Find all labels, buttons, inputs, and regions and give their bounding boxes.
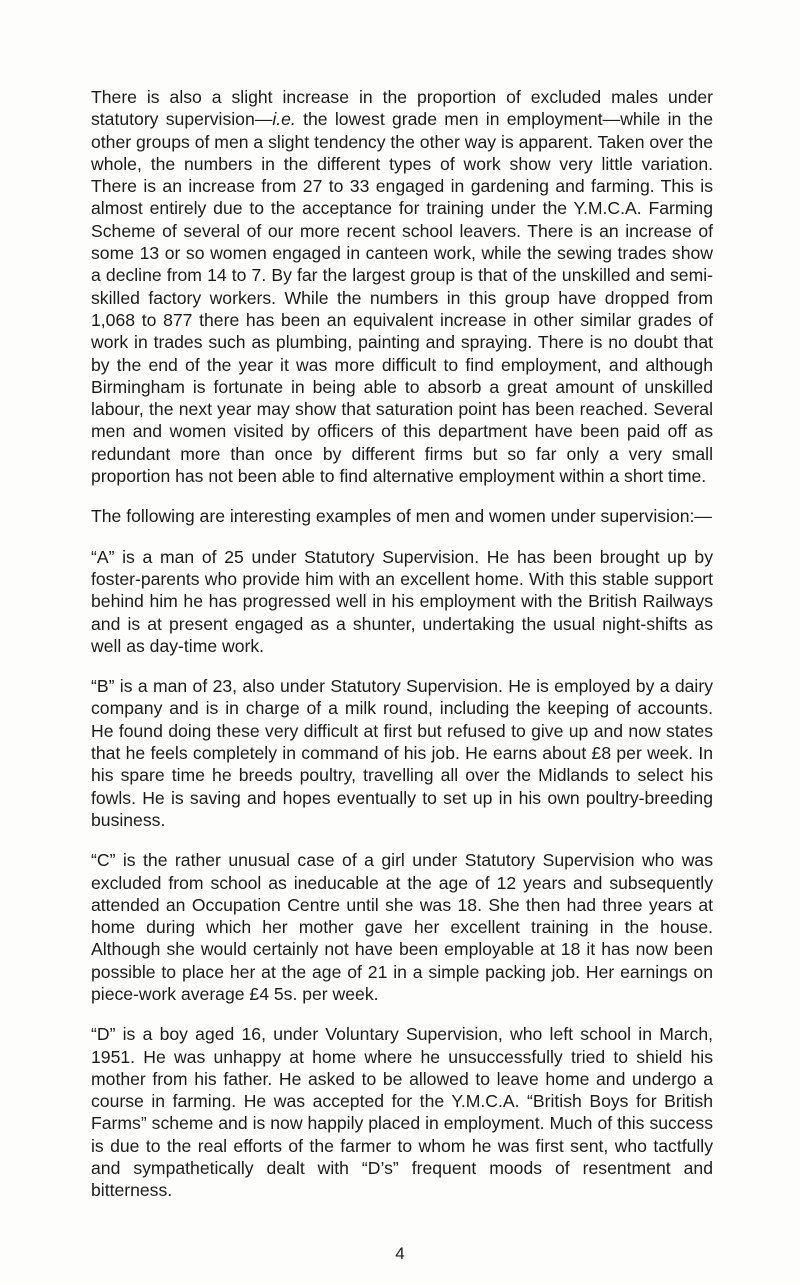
ie-abbreviation: i.e.: [272, 109, 296, 130]
paragraph-case-a: “A” is a man of 25 under Statutory Supervision. He has been brought up by foster-parents who provide him with an excellent home. With this stable support behind him he has progressed well in his employment with the British Railways and is at present engaged as a shunter, undertaking the usual night-shifts as well as day-time work.: [91, 546, 713, 656]
paragraph-case-c: “C” is the rather unusual case of a girl under Statutory Supervision who was excluded from school as ineducable at the age of 12 years and subsequently attended an Occupation Centre until she was 18. She then had three years at home during which her mother gave her excellent training in the house. Although she would certainly not have been employable at 18 it has now been possible to place her at the age of 21 in a simple packing job. Her earnings on piece-work average £4 5s. per week.: [91, 850, 713, 1004]
paragraph-case-d: “D” is a boy aged 16, under Voluntary Supervision, who left school in March, 1951. He was unhappy at home where he unsuccessfully tried to shield his mother from his father. He asked to be allowed to leave home and undergo a course in farming. He was accepted for the Y.M.C.A. “British Boys for British Farms” scheme and is now happily placed in employment. Much of this success is due to the real efforts of the farmer to whom he was first sent, who tactfully and sympathetically dealt with “D’s” frequent moods of resentment and bitterness.: [91, 1024, 713, 1201]
paragraph-excluded-males: [91, 86, 713, 487]
body-text: [91, 86, 713, 1220]
paragraph-excluded-males-rest: the lowest grade men in employment—while in the other groups of men a slight tendency the other way is apparent. Taken over the whole, the numbers in the different types of work show very little variation. There is an increase from 27 to 33 engaged in gardening and farming. This is almost entirely due to the acceptance for training under the Y.M.C.A. Farming Scheme of several of our more recent school leavers. There is an increase of some 13 or so women engaged in canteen work, while the sewing trades show a decline from 14 to 7. By far the largest group is that of the unskilled and semi-skilled factory workers. While the numbers in this group have dropped from 1,068 to 877 there has been an equivalent increase in other similar grades of work in trades such as plumbing, painting and spraying. There is no doubt that by the end of the year it was more difficult to find employment, and although Birmingham is fortunate in being able to absorb a great amount of unskilled labour, the next year may show that saturation point has been reached. Several men and women visited by officers of this department have been paid off as redundant more than once by different firms but so far only a very small proportion has not been able to find alternative employment within a short time.: [91, 109, 713, 487]
paragraph-excluded-males-start: There is also a slight increase in the proportion of excluded males under statutory supervision—: [91, 87, 713, 130]
page-number: 4: [395, 1244, 405, 1263]
paragraph-case-b: “B” is a man of 23, also under Statutory Supervision. He is employed by a dairy company and is in charge of a milk round, including the keeping of accounts. He found doing these very difficult at first but refused to give up and now states that he feels completely in command of his job. He earns about £8 per week. In his spare time he breeds poultry, travelling all over the Midlands to select his fowls. He is saving and hopes eventually to set up in his own poultry-breeding business.: [91, 676, 713, 830]
paragraph-examples-intro: The following are interesting examples of men and women under supervision:—: [91, 506, 712, 527]
